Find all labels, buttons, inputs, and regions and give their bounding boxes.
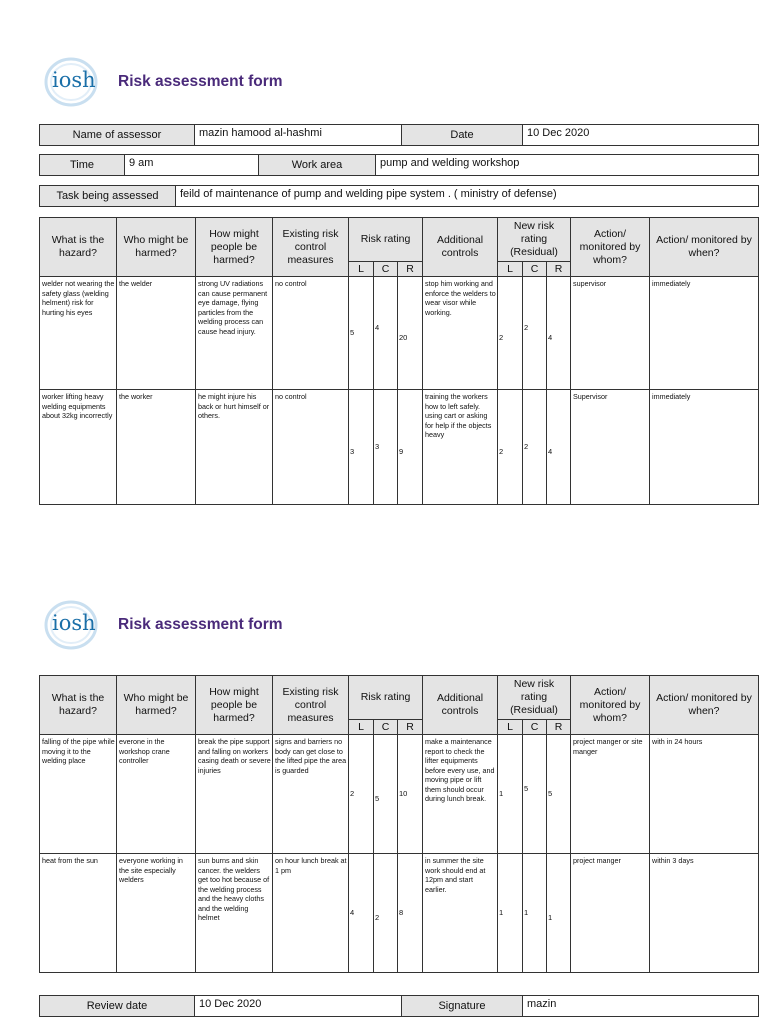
new-c-cell[interactable]: 2 [523,390,547,505]
hazard-cell[interactable]: falling of the pipe while moving it to the welding place [40,735,117,854]
risk-table-2 [39,675,759,973]
form-header [44,56,283,108]
form-header [44,599,283,651]
whom-cell[interactable]: Supervisor [571,390,650,505]
date-field[interactable]: 10 Dec 2020 [523,125,759,146]
new-c-cell[interactable]: 1 [523,854,547,973]
review-date-label: Review date [40,996,195,1017]
who-cell[interactable]: everone in the workshop crane controller [117,735,196,854]
additional-cell[interactable]: make a maintenance report to check the lifter equipments before every use, and moving pipe or lift them should occur during lunch break. [423,735,498,854]
signature-field[interactable]: mazin [523,996,759,1017]
when-cell[interactable]: within 3 days [650,854,759,973]
col-new-c: C [523,720,547,735]
new-l-cell[interactable]: 1 [498,735,523,854]
col-risk-rating: Risk rating [349,218,423,262]
col-existing: Existing risk control measures [273,676,349,735]
c-cell[interactable]: 2 [374,854,398,973]
col-new-r: R [547,262,571,277]
assessor-field[interactable]: mazin hamood al-hashmi [195,125,402,146]
how-cell[interactable]: sun burns and skin cancer. the welders get too hot because of the welding process and the heavy cloths and the welding helmet [196,854,273,973]
existing-cell[interactable]: no control [273,390,349,505]
time-row [39,154,759,176]
table-row [40,854,759,973]
col-r: R [398,720,423,735]
date-label: Date [402,125,523,146]
new-l-cell[interactable]: 2 [498,277,523,390]
review-date-field[interactable]: 10 Dec 2020 [195,996,402,1017]
col-additional: Additional controls [423,676,498,735]
work-area-field[interactable]: pump and welding workshop [376,155,759,176]
col-new-risk-rating: New risk rating (Residual) [498,676,571,720]
table-row [40,277,759,390]
who-cell[interactable]: the worker [117,390,196,505]
col-action-when: Action/ monitored by when? [650,218,759,277]
l-cell[interactable]: 3 [349,390,374,505]
col-l: L [349,262,374,277]
how-cell[interactable]: strong UV radiations can cause permanent eye damage, flying particles from the welding process can cause head injury. [196,277,273,390]
col-new-l: L [498,720,523,735]
risk-table-1 [39,217,759,505]
new-l-cell[interactable]: 1 [498,854,523,973]
c-cell[interactable]: 5 [374,735,398,854]
additional-cell[interactable]: training the workers how to left safely. using cart or asking for help if the objects heavy [423,390,498,505]
whom-cell[interactable]: project manger or site manger [571,735,650,854]
col-action-whom: Action/ monitored by whom? [571,218,650,277]
new-r-cell[interactable]: 4 [547,390,571,505]
col-action-when: Action/ monitored by when? [650,676,759,735]
new-r-cell[interactable]: 5 [547,735,571,854]
table-row [40,390,759,505]
col-additional: Additional controls [423,218,498,277]
hazard-cell[interactable]: heat from the sun [40,854,117,973]
col-how: How might people be harmed? [196,676,273,735]
time-label: Time [40,155,125,176]
col-action-whom: Action/ monitored by whom? [571,676,650,735]
col-new-l: L [498,262,523,277]
col-existing: Existing risk control measures [273,218,349,277]
col-r: R [398,262,423,277]
col-new-r: R [547,720,571,735]
l-cell[interactable]: 2 [349,735,374,854]
review-row [39,995,759,1017]
when-cell[interactable]: immediately [650,390,759,505]
form-title: Risk assessment form [118,616,283,633]
col-c: C [374,262,398,277]
who-cell[interactable]: everyone working in the site especially welders [117,854,196,973]
when-cell[interactable]: with in 24 hours [650,735,759,854]
col-c: C [374,720,398,735]
work-area-label: Work area [259,155,376,176]
existing-cell[interactable]: signs and barriers no body can get close to the lifted pipe the area is guarded [273,735,349,854]
col-how: How might people be harmed? [196,218,273,277]
col-new-c: C [523,262,547,277]
existing-cell[interactable]: on hour lunch break at 1 pm [273,854,349,973]
col-who: Who might be harmed? [117,218,196,277]
additional-cell[interactable]: in summer the site work should end at 12pm and start earlier. [423,854,498,973]
task-row [39,185,759,207]
c-cell[interactable]: 3 [374,390,398,505]
r-cell[interactable]: 20 [398,277,423,390]
when-cell[interactable]: immediately [650,277,759,390]
how-cell[interactable]: break the pipe support and falling on workers casing death or severe injuries [196,735,273,854]
r-cell[interactable]: 10 [398,735,423,854]
col-hazard: What is the hazard? [40,218,117,277]
task-field[interactable]: feild of maintenance of pump and welding pipe system . ( ministry of defense) [176,186,759,207]
how-cell[interactable]: he might injure his back or hurt himself or others. [196,390,273,505]
assessor-row [39,124,759,146]
form-title: Risk assessment form [118,73,283,90]
col-risk-rating: Risk rating [349,676,423,720]
task-label: Task being assessed [40,186,176,207]
new-r-cell[interactable]: 1 [547,854,571,973]
who-cell[interactable]: the welder [117,277,196,390]
c-cell[interactable]: 4 [374,277,398,390]
new-r-cell[interactable]: 4 [547,277,571,390]
signature-label: Signature [402,996,523,1017]
l-cell[interactable]: 4 [349,854,374,973]
hazard-cell[interactable]: welder not wearing the safety glass (welding helment) risk for hurting his eyes [40,277,117,390]
r-cell[interactable]: 8 [398,854,423,973]
whom-cell[interactable]: supervisor [571,277,650,390]
col-who: Who might be harmed? [117,676,196,735]
new-c-cell[interactable]: 5 [523,735,547,854]
assessor-label: Name of assessor [40,125,195,146]
table-row [40,735,759,854]
iosh-logo: iosh [44,56,102,108]
new-l-cell[interactable]: 2 [498,390,523,505]
new-c-cell[interactable]: 2 [523,277,547,390]
col-new-risk-rating: New risk rating (Residual) [498,218,571,262]
hazard-cell[interactable]: worker lifting heavy welding equipments about 32kg incorrectly [40,390,117,505]
existing-cell[interactable]: no control [273,277,349,390]
iosh-logo: iosh [44,599,102,651]
whom-cell[interactable]: project manger [571,854,650,973]
col-l: L [349,720,374,735]
r-cell[interactable]: 9 [398,390,423,505]
time-field[interactable]: 9 am [125,155,259,176]
l-cell[interactable]: 5 [349,277,374,390]
col-hazard: What is the hazard? [40,676,117,735]
additional-cell[interactable]: stop him working and enforce the welders to wear visor while working. [423,277,498,390]
